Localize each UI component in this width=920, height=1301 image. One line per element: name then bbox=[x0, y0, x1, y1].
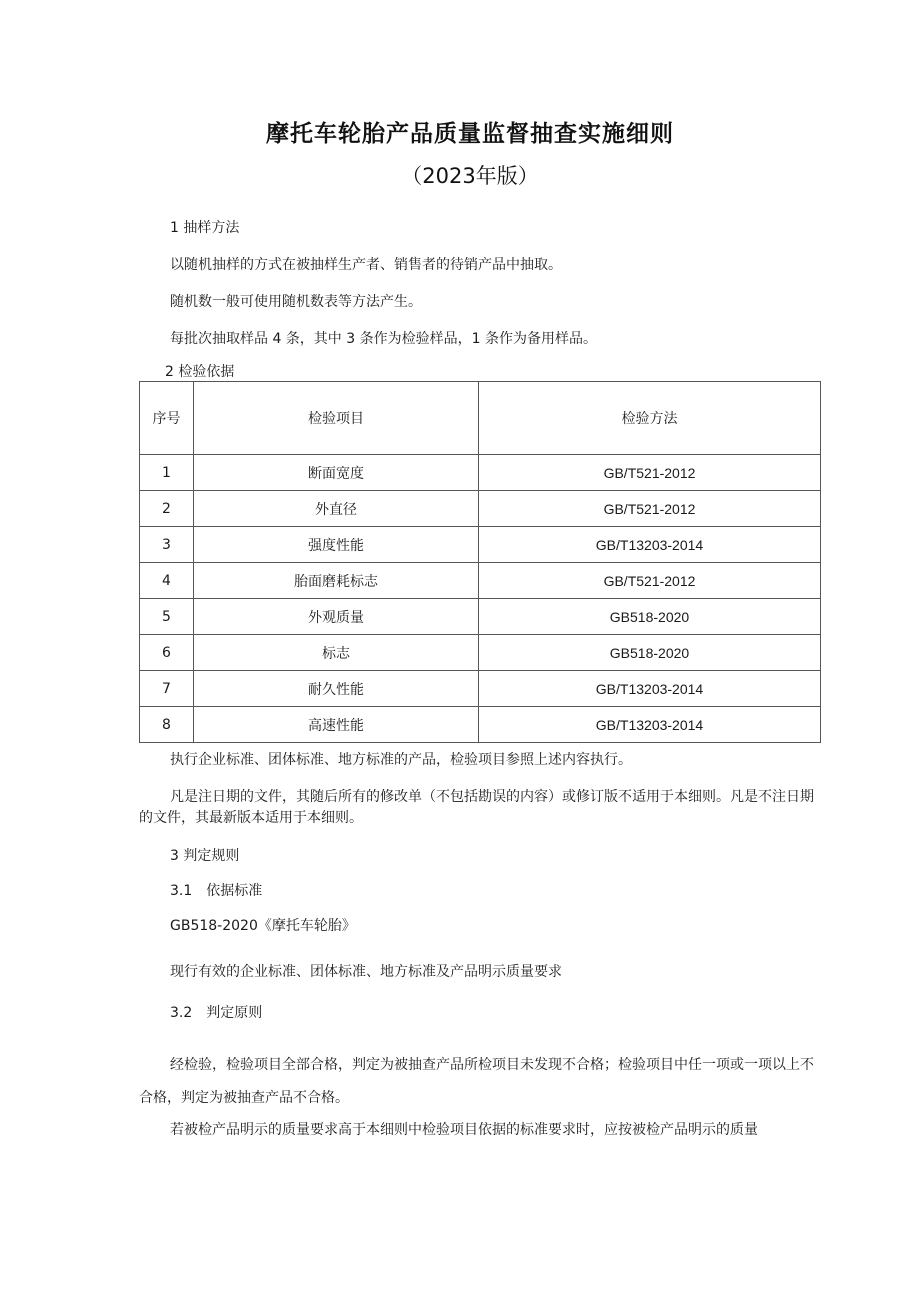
section-2-note-2: 凡是注日期的文件，其随后所有的修改单（不包括勘误的内容）或修订版不适用于本细则。凡是不注日期的文件，其最新版本适用于本细则。 bbox=[139, 789, 814, 826]
section-3-2-paragraph-2: 若被检产品明示的质量要求高于本细则中检验项目依据的标准要求时，应按被检产品明示的质量 bbox=[170, 1122, 758, 1138]
section-2-note-1: 执行企业标准、团体标准、地方标准的产品，检验项目参照上述内容执行。 bbox=[170, 752, 632, 768]
section-1-heading: 1 抽样方法 bbox=[170, 220, 240, 236]
row-no: 3 bbox=[140, 527, 194, 563]
section-2-heading: 2 检验依据 bbox=[165, 364, 235, 380]
row-method: GB/T521-2012 bbox=[479, 455, 821, 491]
row-no: 7 bbox=[140, 671, 194, 707]
row-method: GB518-2020 bbox=[479, 599, 821, 635]
row-no: 6 bbox=[140, 635, 194, 671]
section-1-paragraph-2: 随机数一般可使用随机数表等方法产生。 bbox=[170, 294, 422, 310]
section-3-2-heading: 3.2 判定原则 bbox=[170, 1005, 263, 1021]
section-3-1-text: 现行有效的企业标准、团体标准、地方标准及产品明示质量要求 bbox=[170, 964, 562, 980]
row-method: GB/T13203-2014 bbox=[479, 527, 821, 563]
table-row bbox=[140, 527, 821, 563]
row-item: 外观质量 bbox=[194, 599, 479, 635]
table-header-row bbox=[140, 382, 821, 455]
table-row bbox=[140, 671, 821, 707]
row-no: 2 bbox=[140, 491, 194, 527]
section-3-1-heading: 3.1 依据标准 bbox=[170, 883, 263, 899]
page-subtitle: （2023年版） bbox=[401, 164, 539, 188]
row-no: 4 bbox=[140, 563, 194, 599]
row-method: GB/T13203-2014 bbox=[479, 707, 821, 743]
table-row bbox=[140, 491, 821, 527]
header-item: 检验项目 bbox=[194, 382, 479, 455]
table-row bbox=[140, 455, 821, 491]
table-row bbox=[140, 599, 821, 635]
section-3-heading: 3 判定规则 bbox=[170, 848, 240, 864]
row-item: 断面宽度 bbox=[194, 455, 479, 491]
row-method: GB/T13203-2014 bbox=[479, 671, 821, 707]
table-row bbox=[140, 563, 821, 599]
row-no: 5 bbox=[140, 599, 194, 635]
row-item: 标志 bbox=[194, 635, 479, 671]
row-item: 高速性能 bbox=[194, 707, 479, 743]
section-3-1-standard: GB518-2020《摩托车轮胎》 bbox=[170, 918, 356, 934]
table-row bbox=[140, 635, 821, 671]
row-method: GB518-2020 bbox=[479, 635, 821, 671]
row-item: 耐久性能 bbox=[194, 671, 479, 707]
row-item: 胎面磨耗标志 bbox=[194, 563, 479, 599]
row-no: 8 bbox=[140, 707, 194, 743]
section-1-paragraph-1: 以随机抽样的方式在被抽样生产者、销售者的待销产品中抽取。 bbox=[170, 257, 562, 273]
section-1-paragraph-3: 每批次抽取样品 4 条，其中 3 条作为检验样品，1 条作为备用样品。 bbox=[170, 331, 597, 347]
header-no: 序号 bbox=[140, 382, 194, 455]
inspection-items-table bbox=[139, 381, 821, 743]
section-3-2-paragraph-1: 经检验，检验项目全部合格，判定为被抽查产品所检项目未发现不合格；检验项目中任一项或一项以上不合格，判定为被抽查产品不合格。 bbox=[139, 1057, 814, 1106]
row-method: GB/T521-2012 bbox=[479, 491, 821, 527]
row-item: 外直径 bbox=[194, 491, 479, 527]
row-no: 1 bbox=[140, 455, 194, 491]
row-method: GB/T521-2012 bbox=[479, 563, 821, 599]
row-item: 强度性能 bbox=[194, 527, 479, 563]
header-method: 检验方法 bbox=[479, 382, 821, 455]
page-title: 摩托车轮胎产品质量监督抽查实施细则 bbox=[266, 121, 674, 147]
table-row bbox=[140, 707, 821, 743]
